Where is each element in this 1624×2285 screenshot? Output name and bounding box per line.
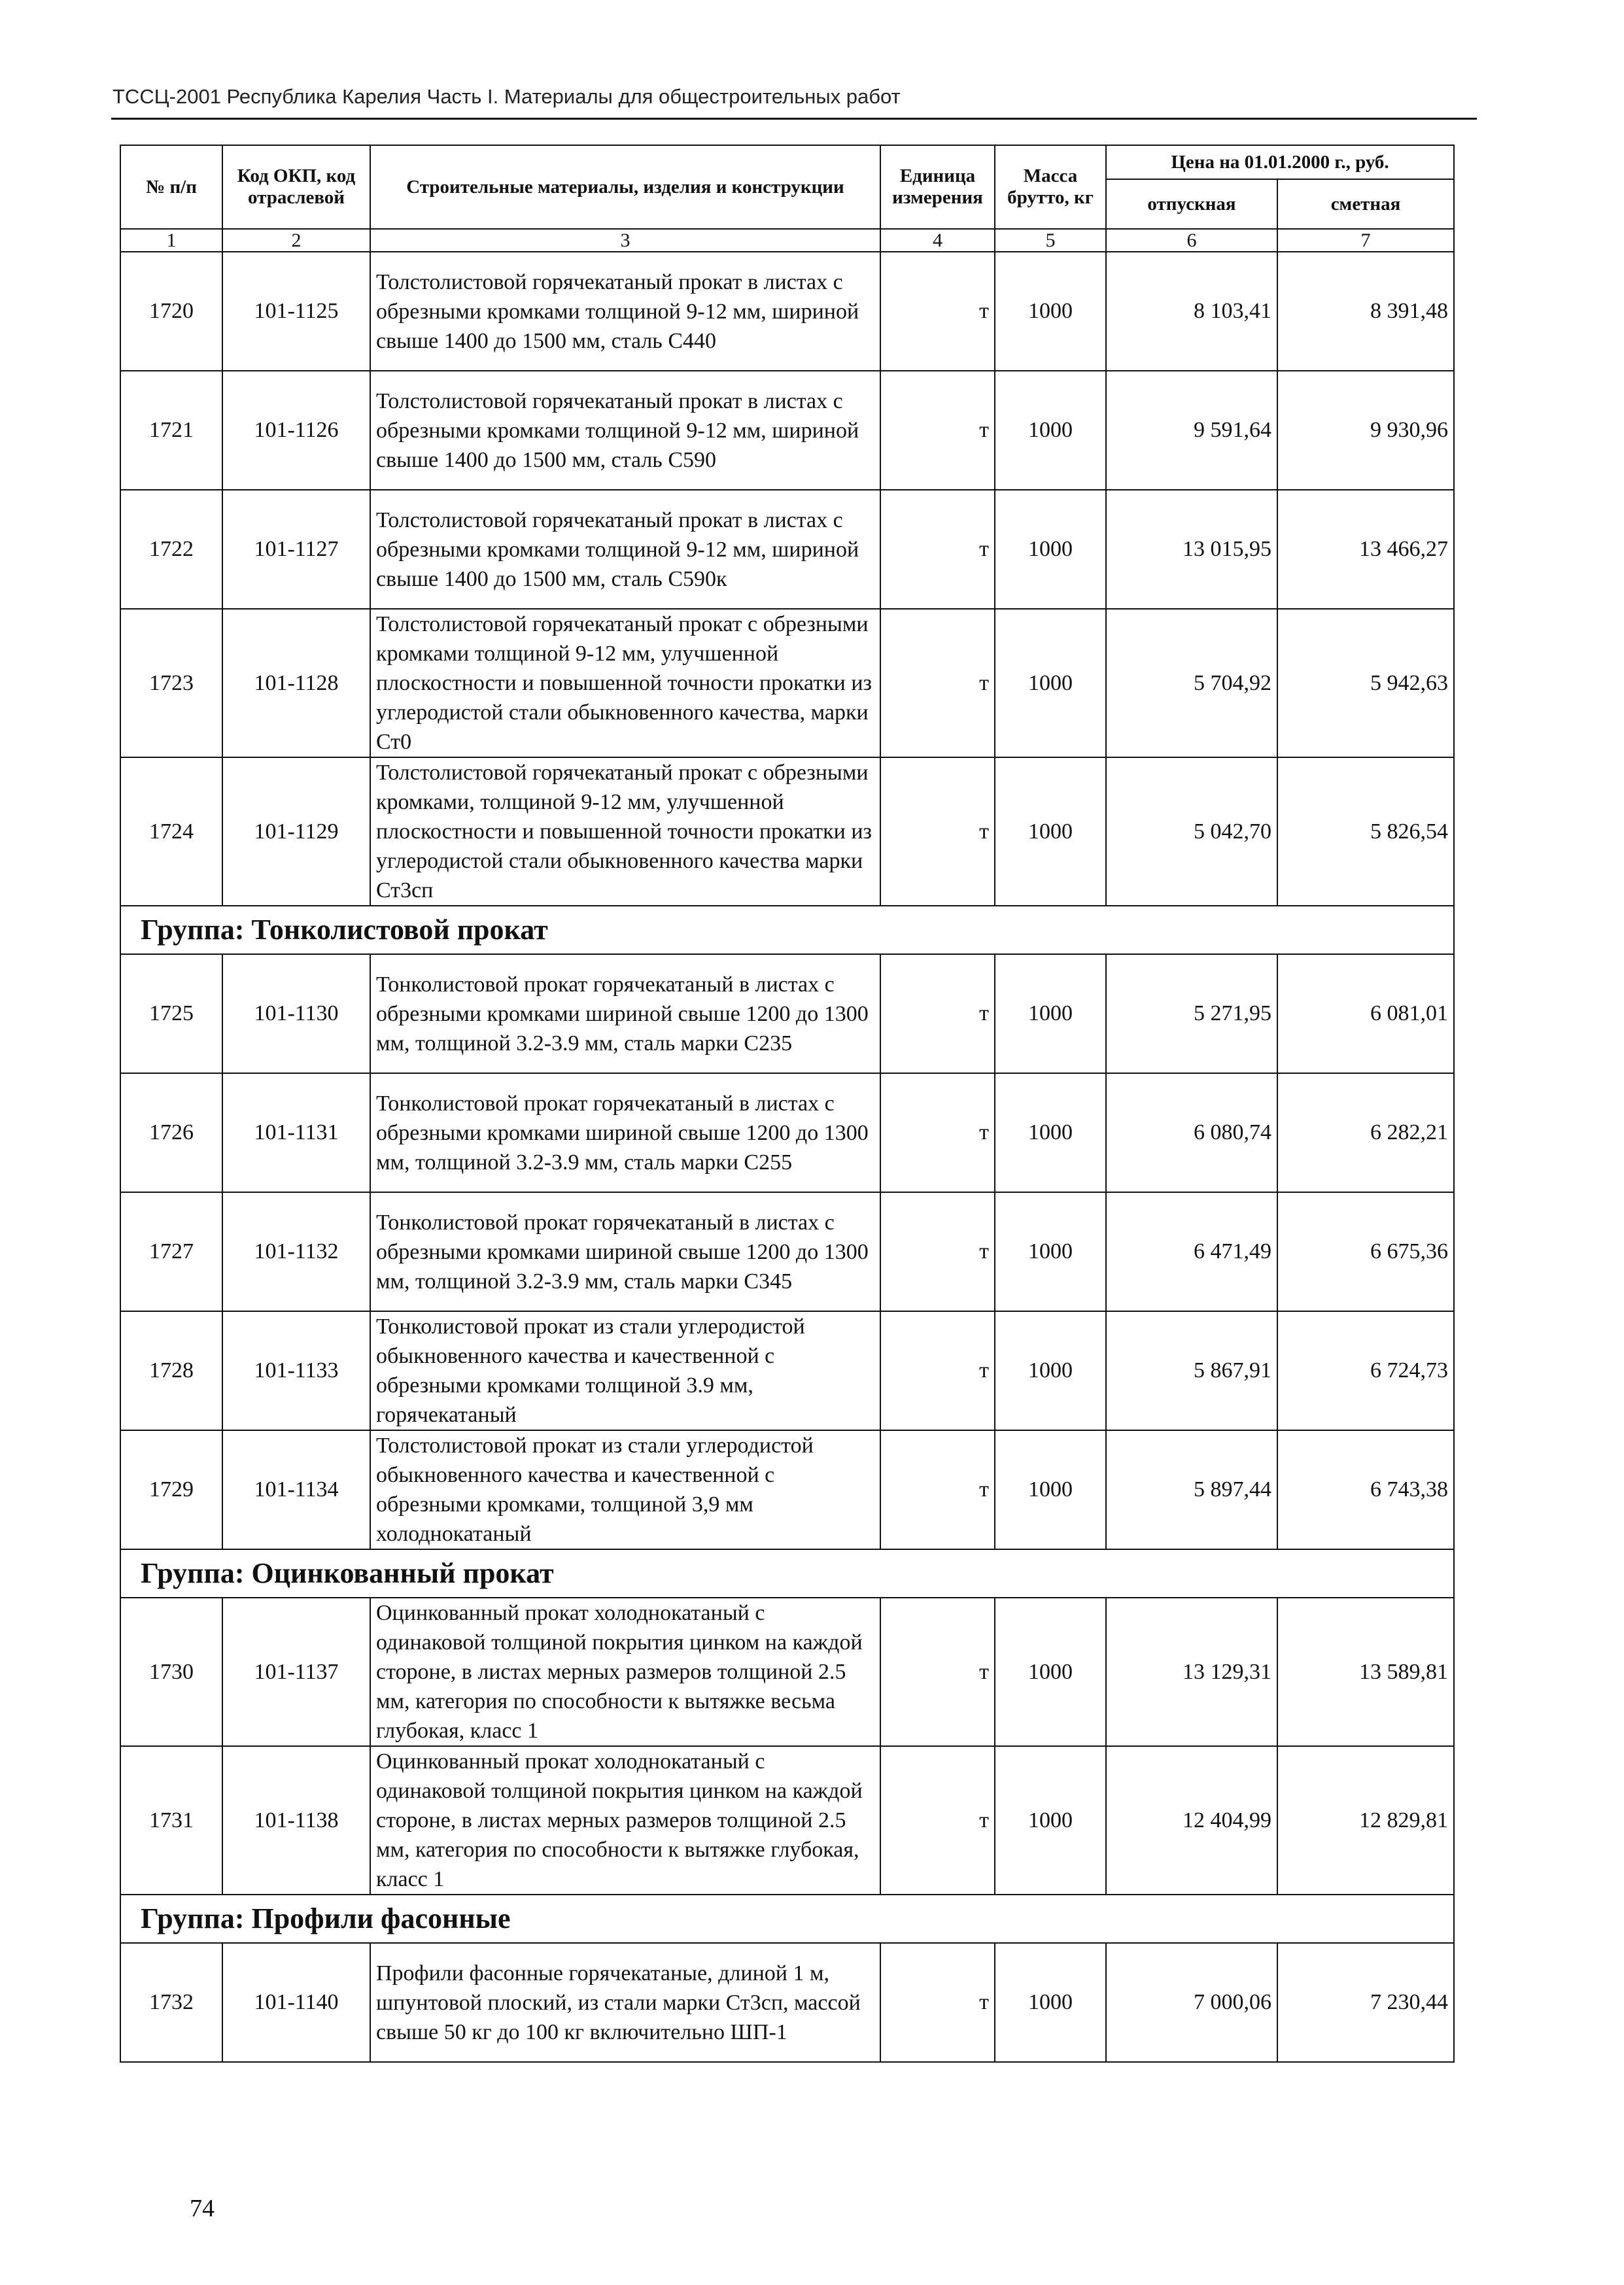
header-mass: Масса брутто, кг — [995, 145, 1106, 229]
column-number: 7 — [1277, 229, 1454, 252]
row-number: 1726 — [120, 1073, 222, 1192]
table-body — [120, 252, 1454, 2062]
running-head: ТССЦ-2001 Республика Карелия Часть I. Материалы для общестроительных работ — [112, 85, 901, 108]
header-name: Строительные материалы, изделия и конструкции — [370, 145, 880, 229]
row-mass: 1000 — [995, 371, 1106, 490]
row-price-estimate: 7 230,44 — [1277, 1943, 1454, 2062]
row-price-release: 5 897,44 — [1106, 1430, 1277, 1549]
row-code: 101-1125 — [222, 252, 370, 371]
row-mass: 1000 — [995, 1430, 1106, 1549]
row-mass: 1000 — [995, 252, 1106, 371]
row-price-release: 5 704,92 — [1106, 609, 1277, 757]
row-code: 101-1133 — [222, 1311, 370, 1430]
row-price-release: 5 271,95 — [1106, 954, 1277, 1073]
row-description: Оцинкованный прокат холоднокатаный с одинаковой толщиной покрытия цинком на каждой стороне, в листах мерных размеров толщиной 2.5 мм, категория по способности к вытяжке глубокая, класс 1 — [370, 1746, 880, 1895]
row-number: 1723 — [120, 609, 222, 757]
row-number: 1728 — [120, 1311, 222, 1430]
row-number: 1731 — [120, 1746, 222, 1895]
row-description: Профили фасонные горячекатаные, длиной 1 м, шпунтовой плоский, из стали марки Ст3сп, массой свыше 50 кг до 100 кг включительно ШП-1 — [370, 1943, 880, 2062]
table-row — [120, 252, 1454, 371]
row-price-estimate: 6 675,36 — [1277, 1192, 1454, 1311]
row-description: Оцинкованный прокат холоднокатаный с одинаковой толщиной покрытия цинком на каждой стороне, в листах мерных размеров толщиной 2.5 мм, категория по способности к вытяжке весьма глубокая, класс 1 — [370, 1598, 880, 1746]
row-price-estimate: 9 930,96 — [1277, 371, 1454, 490]
header-unit: Единица измерения — [880, 145, 995, 229]
table-row — [120, 954, 1454, 1073]
row-number: 1727 — [120, 1192, 222, 1311]
row-price-estimate: 13 466,27 — [1277, 490, 1454, 609]
group-heading: Группа: Оцинкованный прокат — [120, 1549, 1454, 1598]
row-unit: т — [880, 490, 995, 609]
row-code: 101-1137 — [222, 1598, 370, 1746]
row-number: 1725 — [120, 954, 222, 1073]
table-row — [120, 490, 1454, 609]
group-heading-row — [120, 1549, 1454, 1598]
row-price-release: 5 867,91 — [1106, 1311, 1277, 1430]
row-code: 101-1126 — [222, 371, 370, 490]
table-row — [120, 1943, 1454, 2062]
row-mass: 1000 — [995, 1943, 1106, 2062]
row-number: 1724 — [120, 757, 222, 906]
group-heading: Группа: Тонколистовой прокат — [120, 906, 1454, 954]
row-code: 101-1130 — [222, 954, 370, 1073]
row-price-estimate: 5 942,63 — [1277, 609, 1454, 757]
group-heading: Группа: Профили фасонные — [120, 1895, 1454, 1943]
page-number: 74 — [190, 2195, 215, 2222]
table-row — [120, 1430, 1454, 1549]
row-description: Толстолистовой горячекатаный прокат в листах с обрезными кромками толщиной 9-12 мм, шириной свыше 1400 до 1500 мм, сталь С590к — [370, 490, 880, 609]
row-code: 101-1128 — [222, 609, 370, 757]
row-number: 1730 — [120, 1598, 222, 1746]
row-code: 101-1131 — [222, 1073, 370, 1192]
header-code: Код ОКП, код отраслевой — [222, 145, 370, 229]
row-mass: 1000 — [995, 609, 1106, 757]
row-description: Тонколистовой прокат горячекатаный в листах с обрезными кромками шириной свыше 1200 до 1300 мм, толщиной 3.2-3.9 мм, сталь марки С345 — [370, 1192, 880, 1311]
row-description: Толстолистовой горячекатаный прокат в листах с обрезными кромками толщиной 9-12 мм, шириной свыше 1400 до 1500 мм, сталь С440 — [370, 252, 880, 371]
row-price-release: 13 015,95 — [1106, 490, 1277, 609]
table-row — [120, 1073, 1454, 1192]
row-price-release: 7 000,06 — [1106, 1943, 1277, 2062]
row-mass: 1000 — [995, 1311, 1106, 1430]
row-description: Толстолистовой горячекатаный прокат с обрезными кромками толщиной 9-12 мм, улучшенной плоскостности и повышенной точности прокатки из углеродистой стали обыкновенного качества, марки Ст0 — [370, 609, 880, 757]
row-mass: 1000 — [995, 1192, 1106, 1311]
table-row — [120, 609, 1454, 757]
row-code: 101-1134 — [222, 1430, 370, 1549]
row-unit: т — [880, 757, 995, 906]
group-heading-row — [120, 906, 1454, 954]
row-mass: 1000 — [995, 490, 1106, 609]
row-code: 101-1140 — [222, 1943, 370, 2062]
table-row — [120, 1311, 1454, 1430]
table-row — [120, 371, 1454, 490]
row-unit: т — [880, 954, 995, 1073]
header-rule — [111, 118, 1477, 120]
row-price-estimate: 5 826,54 — [1277, 757, 1454, 906]
table-header — [120, 145, 1454, 252]
row-unit: т — [880, 371, 995, 490]
row-price-estimate: 13 589,81 — [1277, 1598, 1454, 1746]
row-unit: т — [880, 1192, 995, 1311]
row-unit: т — [880, 1073, 995, 1192]
row-unit: т — [880, 1311, 995, 1430]
row-mass: 1000 — [995, 757, 1106, 906]
row-code: 101-1129 — [222, 757, 370, 906]
row-mass: 1000 — [995, 1746, 1106, 1895]
table-row — [120, 1192, 1454, 1311]
price-table — [120, 145, 1455, 2063]
row-price-release: 6 471,49 — [1106, 1192, 1277, 1311]
row-price-release: 9 591,64 — [1106, 371, 1277, 490]
row-unit: т — [880, 1430, 995, 1549]
table-row — [120, 757, 1454, 906]
row-description: Толстолистовой горячекатаный прокат с обрезными кромками, толщиной 9-12 мм, улучшенной плоскостности и повышенной точности прокатки из углеродистой стали обыкновенного качества марки Ст3сп — [370, 757, 880, 906]
table-row — [120, 1746, 1454, 1895]
header-price-group: Цена на 01.01.2000 г., руб. — [1106, 145, 1454, 179]
row-description: Тонколистовой прокат горячекатаный в листах с обрезными кромками шириной свыше 1200 до 1300 мм, толщиной 3.2-3.9 мм, сталь марки С255 — [370, 1073, 880, 1192]
column-number: 4 — [880, 229, 995, 252]
row-mass: 1000 — [995, 1073, 1106, 1192]
row-price-release: 5 042,70 — [1106, 757, 1277, 906]
row-unit: т — [880, 609, 995, 757]
row-mass: 1000 — [995, 1598, 1106, 1746]
column-number: 2 — [222, 229, 370, 252]
column-number: 1 — [120, 229, 222, 252]
row-unit: т — [880, 1598, 995, 1746]
row-code: 101-1132 — [222, 1192, 370, 1311]
row-code: 101-1138 — [222, 1746, 370, 1895]
row-price-estimate: 8 391,48 — [1277, 252, 1454, 371]
row-mass: 1000 — [995, 954, 1106, 1073]
row-number: 1720 — [120, 252, 222, 371]
row-number: 1722 — [120, 490, 222, 609]
row-price-estimate: 6 724,73 — [1277, 1311, 1454, 1430]
row-price-estimate: 12 829,81 — [1277, 1746, 1454, 1895]
row-unit: т — [880, 1746, 995, 1895]
row-price-estimate: 6 743,38 — [1277, 1430, 1454, 1549]
column-number: 3 — [370, 229, 880, 252]
column-number-row — [120, 229, 1454, 252]
row-description: Тонколистовой прокат из стали углеродистой обыкновенного качества и качественной с обрезными кромками толщиной 3.9 мм, горячекатаный — [370, 1311, 880, 1430]
row-price-estimate: 6 081,01 — [1277, 954, 1454, 1073]
row-price-release: 8 103,41 — [1106, 252, 1277, 371]
row-code: 101-1127 — [222, 490, 370, 609]
column-number: 5 — [995, 229, 1106, 252]
row-price-estimate: 6 282,21 — [1277, 1073, 1454, 1192]
row-description: Толстолистовой прокат из стали углеродистой обыкновенного качества и качественной с обрезными кромками, толщиной 3,9 мм холоднокатаный — [370, 1430, 880, 1549]
row-number: 1729 — [120, 1430, 222, 1549]
group-heading-row — [120, 1895, 1454, 1943]
column-number: 6 — [1106, 229, 1277, 252]
row-price-release: 13 129,31 — [1106, 1598, 1277, 1746]
header-price-estimate: сметная — [1277, 179, 1454, 229]
table-row — [120, 1598, 1454, 1746]
row-price-release: 6 080,74 — [1106, 1073, 1277, 1192]
row-number: 1732 — [120, 1943, 222, 2062]
header-num: № п/п — [120, 145, 222, 229]
row-description: Тонколистовой прокат горячекатаный в листах с обрезными кромками шириной свыше 1200 до 1300 мм, толщиной 3.2-3.9 мм, сталь марки С235 — [370, 954, 880, 1073]
row-unit: т — [880, 252, 995, 371]
row-description: Толстолистовой горячекатаный прокат в листах с обрезными кромками толщиной 9-12 мм, шириной свыше 1400 до 1500 мм, сталь С590 — [370, 371, 880, 490]
row-number: 1721 — [120, 371, 222, 490]
row-price-release: 12 404,99 — [1106, 1746, 1277, 1895]
header-price-release: отпускная — [1106, 179, 1277, 229]
row-unit: т — [880, 1943, 995, 2062]
